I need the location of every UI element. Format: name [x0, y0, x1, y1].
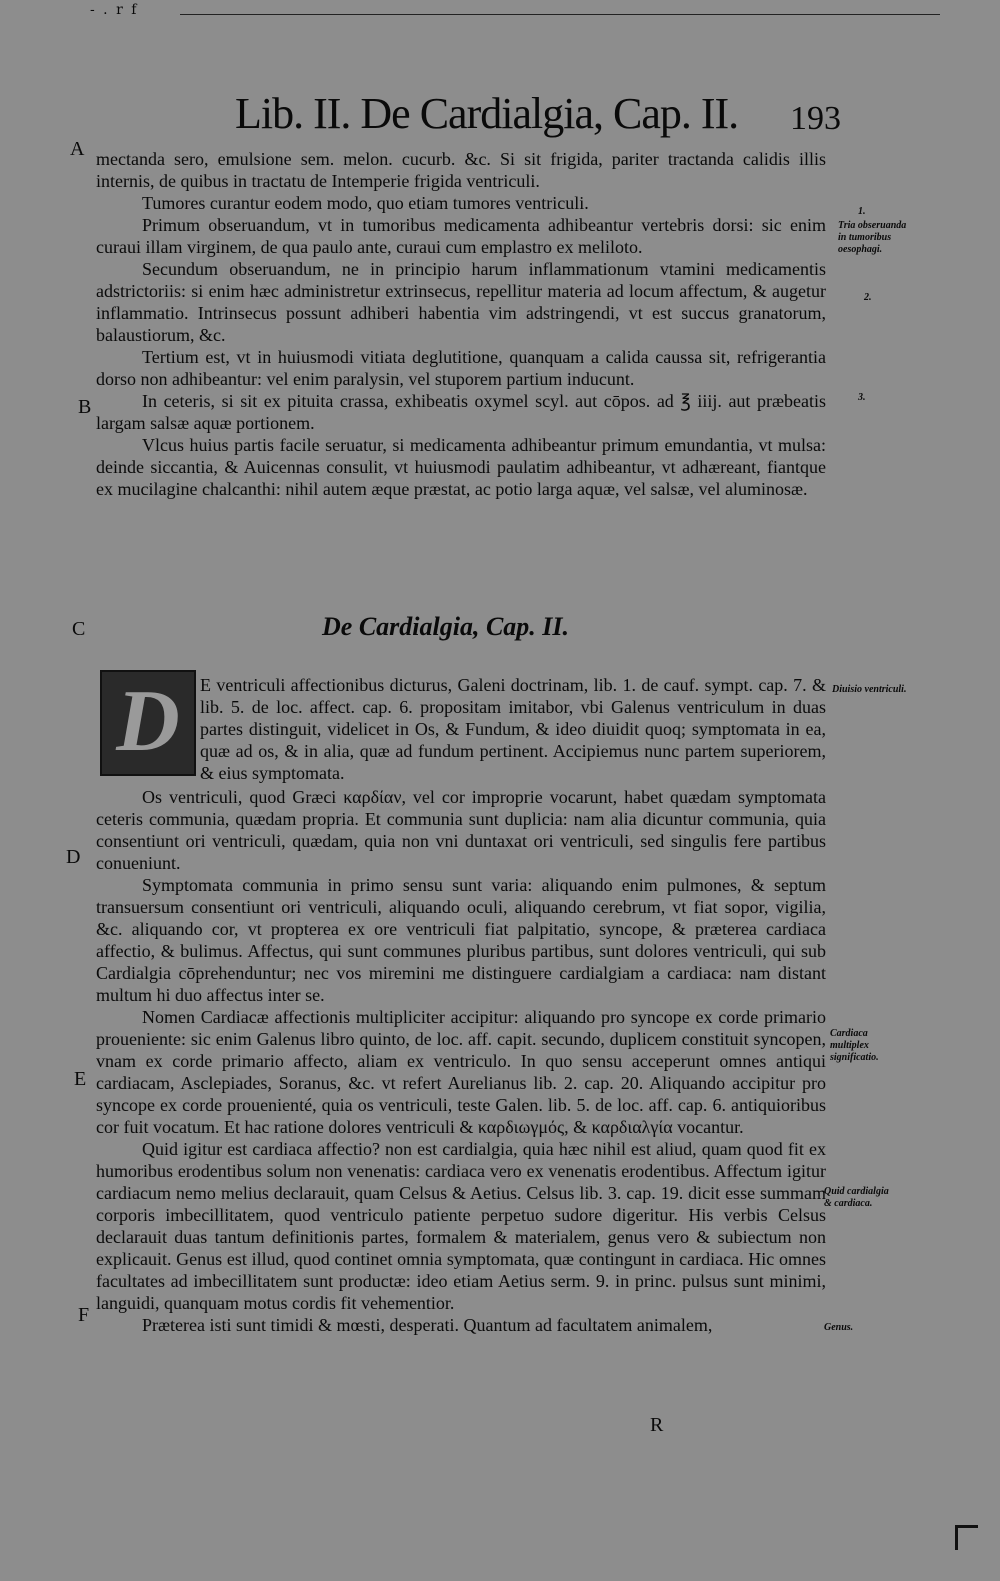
paragraph: Nomen Cardiacæ affectionis multipliciter accipitur: aliquando pro syncope ex corde primario proueniente: sic enim Galenus libro quinto, de loc. aff. capit. secundo, duplicem constituit syncopen, vnam ex corde primario affecto, aliam ex ventriculo. In quo sensu acceperunt omnes antiqui cardiacam, Asclepiades, Soranus, &c. vt refert Aurelianus lib. 2. cap. 20. Aliquando accipitur pro syncope ex corde prouenienté, quia os ventriculi, teste Galen. lib. 5. de loc. aff. cap. 6. antiquioribus cor fuit vocatum. Et hac ratione dolores ventriculi & καρδιωγμός, & καρδιαλγία vocantur.: [96, 1007, 826, 1137]
section-letter-b: B: [78, 396, 92, 418]
margin-note-diuisio: Diuisio ventriculi.: [832, 684, 907, 695]
margin-note-cardiaca: Cardiaca multiplex significatio.: [830, 1028, 879, 1063]
paragraph: Tumores curantur eodem modo, quo etiam tumores ventriculi.: [142, 193, 589, 213]
paragraph: Primum obseruandum, vt in tumoribus medicamenta adhibeantur vertebris dorsi: sic enim curaui illam virginem, de qua paulo ante, curaui cum emplastro ex meliloto.: [96, 215, 826, 257]
margin-note-genus: Genus.: [824, 1322, 854, 1333]
corner-mark: [955, 1525, 978, 1550]
paragraph: Quid igitur est cardiaca affectio? non est cardialgia, quia hæc nihil est aliud, quam quod fit ex humoribus erodentibus solum non venenatis: cardiaca vero ex venenatis erodentibus. Affectum igitur cardiacum nemo melius declarauit, quam Celsus & Aetius. Celsus lib. 3. cap. 19. dicit esse summam corporis imbecillitatem, quod ventriculo patiente perpetuo sudore digeritur. His verbis Celsus declarauit duas tantum definitionis partes, formalem & materialem, genus vero & subiectum non explicauit. Genus est illud, quod continet omnia symptomata, quæ contingunt in cardiaca. Hic omnes facultates ad imbecillitatem sunt productæ: ideo etiam Aetius serm. 9. in princ. pulsus sunt minimi, languidi, quanquam motus cordis fit vehementior.: [96, 1139, 826, 1313]
running-head: Lib. II. De Cardialgia, Cap. II.: [235, 89, 739, 138]
margin-note-2: 2.: [864, 292, 872, 303]
section-letter-d: D: [66, 846, 81, 868]
lower-text-block: [96, 786, 826, 1336]
section-letter-c: C: [72, 618, 86, 640]
paragraph: Os ventriculi, quod Græci καρδίαν, vel cor improprie vocarunt, habet quædam symptomata ceteris communia, quædam propria. Et communia sunt duplicia: nam alia dicuntur communia, quia consentiunt ori ventriculi, quædam, quia non vni duntaxat ori ventriculi, sed singulis fere partibus conueniunt.: [96, 787, 826, 873]
paragraph: Secundum obseruandum, ne in principio harum inflammationum vtamini medicamentis adstrictoriis: si enim hæc administretur extrinsecus, repellitur materia ad locum affectum, & augetur inflammatio. Intrinsecus possunt adhiberi habentia vim adstringendi, vt est succus granatorum, balaustiorum, &c.: [96, 259, 826, 345]
section-letter-e: E: [74, 1068, 87, 1090]
section-letter-a: A: [70, 138, 85, 160]
margin-note-tria-obseruanda: Tria obseruanda in tumoribus oesophagi.: [838, 220, 907, 255]
top-rule: [180, 14, 940, 15]
section-letter-f: F: [78, 1304, 90, 1326]
first-paragraph-beside-dropcap: [200, 674, 826, 784]
paragraph: Tertium est, vt in huiusmodi vitiata deglutitione, quanquam a calida caussa sit, refrigerantia dorso non adhibeantur: vel enim paralysin, vel stuporem partium inducunt.: [96, 347, 826, 389]
paragraph: mectanda sero, emulsione sem. melon. cucurb. &c. Si sit frigida, pariter tractanda calidis illis internis, de quibus in tractatu de Intemperie frigida ventriculi.: [96, 149, 826, 191]
top-mark: - . r f: [90, 2, 139, 18]
paragraph: In ceteris, si sit ex pituita crassa, exhibeatis oxymel scyl. aut cōpos. ad ℥ iiij. aut præbeatis largam salsæ aquæ portionem.: [96, 391, 826, 433]
margin-note-3: 3.: [858, 392, 866, 403]
paragraph: Symptomata communia in primo sensu sunt varia: aliquando enim pulmones, & septum transuersum consentiunt ori ventriculi, aliquando oculi, aliquando cerebrum, vt fiat sopor, vigilia, &c. aliquando cor, vt propterea ex ore ventriculi fiat palpitatio, syncope, & præterea cardiaca affectio, & bulimus. Affectus, qui sunt communes pluribus partibus, sunt dolores ventriculi, qui sub Cardialgia cōprehenduntur; nec vos miremini me distinguere cardialgiam a cardiaca: nam distant multum hi duo affectus inter se.: [96, 875, 826, 1005]
margin-note-1-number: 1.: [858, 206, 866, 217]
chapter-title: De Cardialgia, Cap. II.: [322, 612, 570, 641]
paragraph: Præterea isti sunt timidi & mœsti, desperati. Quantum ad facultatem animalem,: [142, 1315, 713, 1335]
paragraph: E ventriculi affectionibus dicturus, Galeni doctrinam, lib. 1. de cauf. sympt. cap. 7. & lib. 5. de loc. affect. cap. 6. propositam imitabor, vbi Galenus ventriculum in duas partes distinguit, videlicet in Os, & Fundum, & ideo diuidit quoq; symptomata in ea, quæ ad os, & in alia, quæ ad fundum pertinent. Accipiemus nunc partem superiorem, & eius symptomata.: [200, 675, 826, 783]
margin-note-quid: Quid cardialgia & cardiaca.: [824, 1186, 889, 1209]
drop-cap: D: [100, 670, 196, 776]
page-number: 193: [790, 100, 841, 137]
paragraph: Vlcus huius partis facile seruatur, si medicamenta adhibeantur primum emundantia, vt mulsa: deinde siccantia, & Auicennas consulit, vt huiusmodi paulatim adhibeantur, vt adhæreant, fiantque ex mucilagine chalcanthi: nihil autem æque præstat, ac potio larga aquæ, vel salsæ, vel aluminosæ.: [96, 435, 826, 499]
signature-mark: R: [650, 1414, 664, 1436]
upper-text-block: [96, 148, 826, 500]
